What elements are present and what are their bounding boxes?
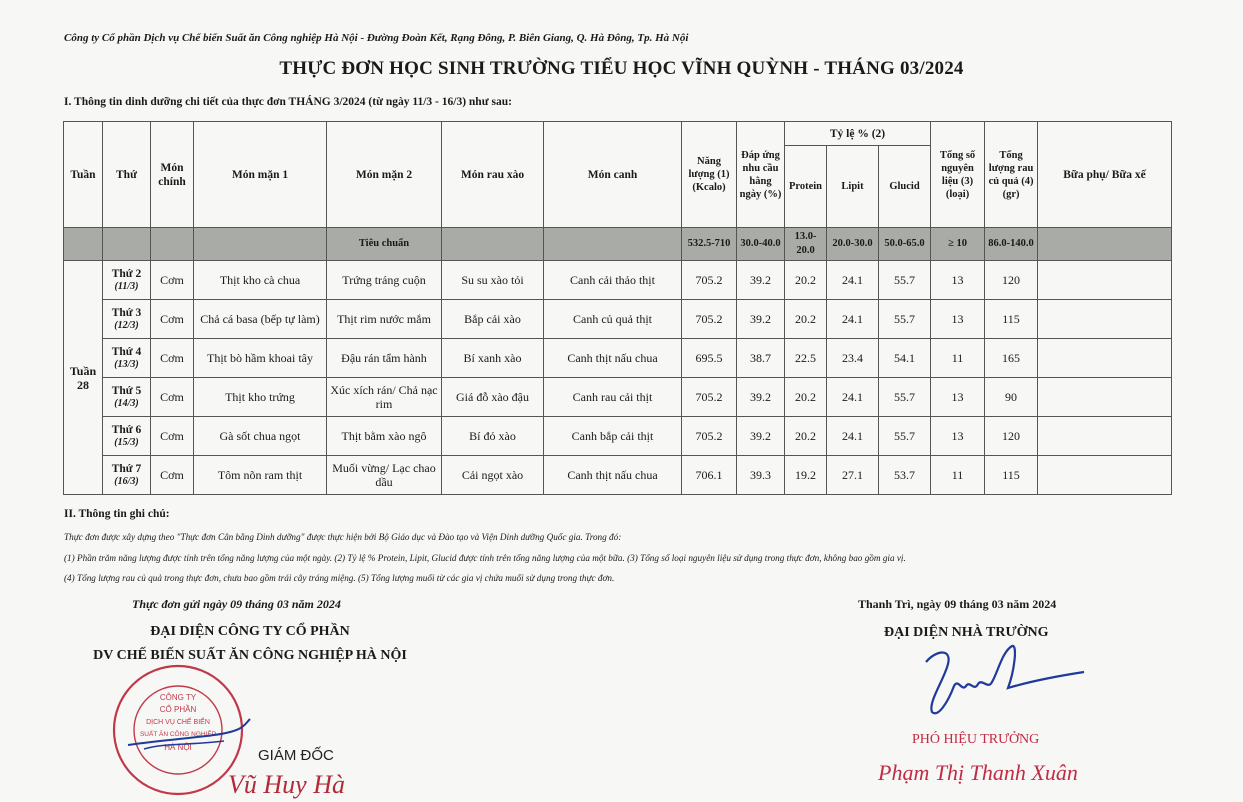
snack-cell xyxy=(1038,378,1172,417)
energy-value: 695.5 xyxy=(682,339,737,378)
savory-dish-1: Thịt kho trứng xyxy=(194,378,327,417)
header-dap-ung: Đáp ứng nhu cầu hằng ngày (%) xyxy=(737,122,785,228)
vice-principal-title: PHÓ HIỆU TRƯỞNG xyxy=(912,732,1040,747)
stamp-line: HÀ NỘI xyxy=(164,743,192,752)
header-mon-chinh: Món chính xyxy=(151,122,194,228)
day-date: (13/3) xyxy=(114,358,139,370)
savory-dish-2: Thịt rim nước mắm xyxy=(327,300,442,339)
table-row xyxy=(64,339,1172,378)
header-rau-cu: Tổng lượng rau củ quả (4) (gr) xyxy=(985,122,1038,228)
header-thu: Thứ xyxy=(103,122,151,228)
day-date: (11/3) xyxy=(114,280,139,292)
week-cell: Tuần 28 xyxy=(64,261,103,495)
day-name: Thứ 7 xyxy=(111,462,142,475)
day-date: (12/3) xyxy=(114,319,139,331)
energy-value: 705.2 xyxy=(682,417,737,456)
snack-cell xyxy=(1038,261,1172,300)
header-nang-luong: Năng lượng (1) (Kcalo) xyxy=(682,122,737,228)
ingredient-count: 11 xyxy=(931,456,985,495)
day-date: (16/3) xyxy=(114,475,139,487)
day-date: (15/3) xyxy=(114,436,139,448)
ingredient-count: 13 xyxy=(931,300,985,339)
glucid-value: 55.7 xyxy=(879,378,931,417)
glucid-value: 55.7 xyxy=(879,261,931,300)
savory-dish-1: Tôm nõn ram thịt xyxy=(194,456,327,495)
ingredient-count: 13 xyxy=(931,261,985,300)
energy-value: 705.2 xyxy=(682,300,737,339)
vegetable-dish: Bắp cải xào xyxy=(442,300,544,339)
ingredient-count: 13 xyxy=(931,417,985,456)
std-dap-ung: 30.0-40.0 xyxy=(737,228,785,261)
savory-dish-2: Đậu rán tẩm hành xyxy=(327,339,442,378)
snack-cell xyxy=(1038,417,1172,456)
main-dish: Cơm xyxy=(151,261,194,300)
vegetable-dish: Su su xào tỏi xyxy=(442,261,544,300)
soup-dish: Canh rau cải thịt xyxy=(544,378,682,417)
standard-label: Tiêu chuẩn xyxy=(327,228,442,261)
savory-dish-1: Gà sốt chua ngọt xyxy=(194,417,327,456)
protein-value: 19.2 xyxy=(785,456,827,495)
stamp-line: CÔNG TY xyxy=(159,693,197,702)
stamp-line: CỔ PHẦN xyxy=(159,705,197,714)
daily-percent: 39.2 xyxy=(737,378,785,417)
protein-value: 20.2 xyxy=(785,300,827,339)
standard-row xyxy=(64,228,1172,261)
vegetable-dish: Bí đỏ xào xyxy=(442,417,544,456)
energy-value: 705.2 xyxy=(682,378,737,417)
table-row xyxy=(64,456,1172,495)
vegetable-dish: Bí xanh xào xyxy=(442,339,544,378)
header-protein: Protein xyxy=(785,146,827,228)
vegetable-grams: 115 xyxy=(985,456,1038,495)
lipit-value: 27.1 xyxy=(827,456,879,495)
std-glucid: 50.0-65.0 xyxy=(879,228,931,261)
daily-percent: 39.2 xyxy=(737,417,785,456)
vegetable-grams: 165 xyxy=(985,339,1038,378)
vegetable-grams: 115 xyxy=(985,300,1038,339)
snack-cell xyxy=(1038,339,1172,378)
main-dish: Cơm xyxy=(151,456,194,495)
table-row xyxy=(64,261,1172,300)
protein-value: 22.5 xyxy=(785,339,827,378)
page-title: THỰC ĐƠN HỌC SINH TRƯỜNG TIỂU HỌC VĨNH QUỲNH - THÁNG 03/2024 xyxy=(279,58,964,79)
soup-dish: Canh thịt nấu chua xyxy=(544,456,682,495)
std-lipit: 20.0-30.0 xyxy=(827,228,879,261)
main-dish: Cơm xyxy=(151,300,194,339)
header-bua-phu: Bữa phụ/ Bữa xế xyxy=(1038,122,1172,228)
lipit-value: 24.1 xyxy=(827,300,879,339)
lipit-value: 23.4 xyxy=(827,339,879,378)
soup-dish: Canh củ quả thịt xyxy=(544,300,682,339)
table-row xyxy=(64,378,1172,417)
header-rau-xao: Món rau xào xyxy=(442,122,544,228)
main-dish: Cơm xyxy=(151,417,194,456)
table-row xyxy=(64,417,1172,456)
snack-cell xyxy=(1038,300,1172,339)
vegetable-grams: 90 xyxy=(985,378,1038,417)
glucid-value: 54.1 xyxy=(879,339,931,378)
soup-dish: Canh bắp cải thịt xyxy=(544,417,682,456)
header-nguyen-lieu: Tổng số nguyên liệu (3) (loại) xyxy=(931,122,985,228)
stamp-line: DỊCH VỤ CHẾ BIẾN xyxy=(146,719,210,726)
daily-percent: 38.7 xyxy=(737,339,785,378)
school-representative: ĐẠI DIỆN NHÀ TRƯỜNG xyxy=(884,625,1049,640)
section-1-heading: I. Thông tin dinh dưỡng chi tiết của thực đơn THÁNG 3/2024 (từ ngày 11/3 - 16/3) như sau: xyxy=(64,96,512,108)
day-name: Thứ 6 xyxy=(111,423,142,436)
main-dish: Cơm xyxy=(151,378,194,417)
header-canh: Món canh xyxy=(544,122,682,228)
director-title: GIÁM ĐỐC xyxy=(258,747,334,764)
header-glucid: Glucid xyxy=(879,146,931,228)
glucid-value: 53.7 xyxy=(879,456,931,495)
day-date: (14/3) xyxy=(114,397,139,409)
vegetable-grams: 120 xyxy=(985,417,1038,456)
header-man-2: Món mặn 2 xyxy=(327,122,442,228)
note-line: (1) Phần trăm năng lượng được tính trên tổng năng lượng của một ngày. (2) Tỷ lệ % Protein, Lipit, Glucid được tính trên tổng năng lượng của một bữa. (3) Tổng số loại nguyên liệu sử dụng trong thực đơn, không bao gồm gia vị. xyxy=(64,553,906,563)
std-protein: 13.0-20.0 xyxy=(785,228,827,261)
protein-value: 20.2 xyxy=(785,261,827,300)
savory-dish-2: Thịt bằm xào ngô xyxy=(327,417,442,456)
soup-dish: Canh cải thảo thịt xyxy=(544,261,682,300)
company-representative-line-1: ĐẠI DIỆN CÔNG TY CỔ PHẦN xyxy=(150,624,350,639)
day-name: Thứ 3 xyxy=(111,306,142,319)
savory-dish-2: Muối vừng/ Lạc chao dầu xyxy=(327,456,442,495)
protein-value: 20.2 xyxy=(785,378,827,417)
ingredient-count: 13 xyxy=(931,378,985,417)
savory-dish-1: Thịt kho cà chua xyxy=(194,261,327,300)
std-rau-cu: 86.0-140.0 xyxy=(985,228,1038,261)
note-line: (4) Tổng lượng rau củ quả trong thực đơn, chưa bao gồm trái cây tráng miệng. (5) Tổng lượng muối từ các gia vị chứa muối sử dụng trong thực đơn. xyxy=(64,573,615,583)
vice-principal-name: Phạm Thị Thanh Xuân xyxy=(878,760,1078,785)
table-row xyxy=(64,300,1172,339)
ingredient-count: 11 xyxy=(931,339,985,378)
header-tuan: Tuần xyxy=(64,122,103,228)
std-nguyen-lieu: ≥ 10 xyxy=(931,228,985,261)
section-2-heading: II. Thông tin ghi chú: xyxy=(64,508,170,520)
header-ty-le: Tỷ lệ % (2) xyxy=(785,122,931,146)
day-name: Thứ 4 xyxy=(111,345,142,358)
vegetable-dish: Cải ngọt xào xyxy=(442,456,544,495)
header-man-1: Món mặn 1 xyxy=(194,122,327,228)
day-name: Thứ 5 xyxy=(111,384,142,397)
signing-date: Thanh Trì, ngày 09 tháng 03 năm 2024 xyxy=(858,597,1057,611)
vegetable-dish: Giá đỗ xào đậu xyxy=(442,378,544,417)
energy-value: 705.2 xyxy=(682,261,737,300)
snack-cell xyxy=(1038,456,1172,495)
protein-value: 20.2 xyxy=(785,417,827,456)
glucid-value: 55.7 xyxy=(879,417,931,456)
daily-percent: 39.2 xyxy=(737,261,785,300)
main-dish: Cơm xyxy=(151,339,194,378)
note-line: Thực đơn được xây dựng theo "Thực đơn Cân bằng Dinh dưỡng" được thực hiện bởi Bộ Giáo dục và Đào tạo và Viện Dinh dưỡng Quốc gia. Trong đó: xyxy=(64,532,622,542)
day-name: Thứ 2 xyxy=(111,267,142,280)
glucid-value: 55.7 xyxy=(879,300,931,339)
savory-dish-1: Thịt bò hầm khoai tây xyxy=(194,339,327,378)
std-nang-luong: 532.5-710 xyxy=(682,228,737,261)
header-lipit: Lipit xyxy=(827,146,879,228)
lipit-value: 24.1 xyxy=(827,261,879,300)
company-header: Công ty Cổ phần Dịch vụ Chế biến Suất ăn Công nghiệp Hà Nội - Đường Đoàn Kết, Rạng Đông, P. Biên Giang, Q. Hà Đông, Tp. Hà Nội xyxy=(64,32,689,44)
savory-dish-1: Chả cá basa (bếp tự làm) xyxy=(194,300,327,339)
director-name: Vũ Huy Hà xyxy=(228,770,345,799)
sent-date: Thực đơn gửi ngày 09 tháng 03 năm 2024 xyxy=(132,597,341,611)
savory-dish-2: Trứng tráng cuộn xyxy=(327,261,442,300)
daily-percent: 39.3 xyxy=(737,456,785,495)
company-representative-line-2: DV CHẾ BIẾN SUẤT ĂN CÔNG NGHIỆP HÀ NỘI xyxy=(93,648,407,663)
lipit-value: 24.1 xyxy=(827,417,879,456)
lipit-value: 24.1 xyxy=(827,378,879,417)
daily-percent: 39.2 xyxy=(737,300,785,339)
stamp-line: SUẤT ĂN CÔNG NGHIỆP xyxy=(139,731,217,738)
menu-table xyxy=(63,121,1172,495)
soup-dish: Canh thịt nấu chua xyxy=(544,339,682,378)
director-signature xyxy=(124,715,254,755)
energy-value: 706.1 xyxy=(682,456,737,495)
savory-dish-2: Xúc xích rán/ Chả nạc rim xyxy=(327,378,442,417)
vegetable-grams: 120 xyxy=(985,261,1038,300)
vice-principal-signature xyxy=(918,642,1088,722)
